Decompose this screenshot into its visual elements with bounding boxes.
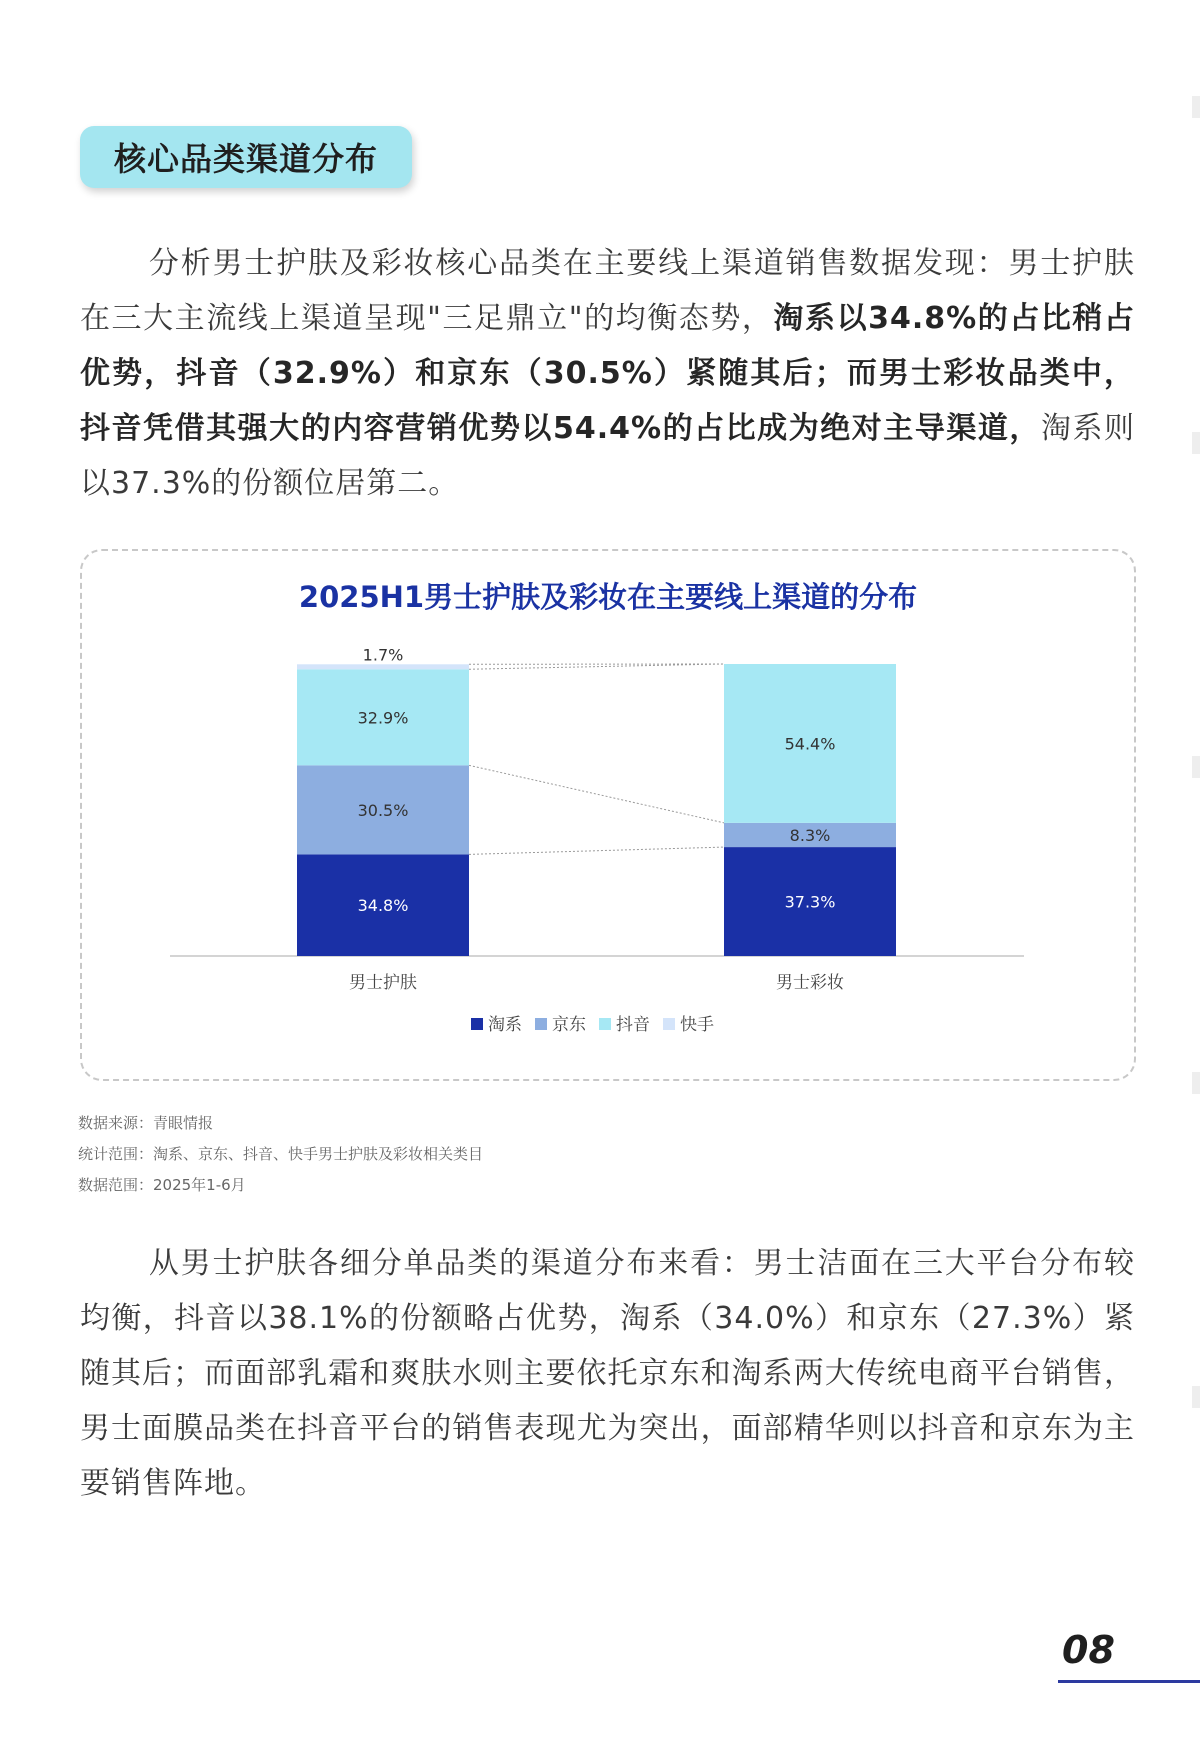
legend-label: 淘系 [488,1015,522,1035]
intro-bold-text: 淘系以34.8%的占比稍占优势，抖音（32.9%）和京东（30.5%）紧随其后；而男士彩妆品类中，抖音凭借其强大的内容营销优势以54.4%的占比成为绝对主导渠道， [80,301,1135,446]
page-number-underline [1058,1680,1200,1683]
edge-mark [1192,1386,1200,1408]
data-label: 37.3% [784,892,836,912]
legend-swatch-京东 [535,1018,547,1030]
analysis-text: 从男士护肤各细分单品类的渠道分布来看：男士洁面在三大平台分布较均衡，抖音以38.1%的份额略占优势，淘系（34.0%）和京东（27.3%）紧随其后；而面部乳霜和爽肤水则主要依托京东和淘系两大传统电商平台销售，男士面膜品类在抖音平台的销售表现尤为突出，面部精华则以抖音和京东为主要销售阵地。 [80,1246,1135,1501]
period-note: 数据范围：2025年1-6月 [78,1176,246,1194]
data-label: 8.3% [789,825,831,845]
edge-mark [1192,96,1200,118]
data-label: 32.9% [357,708,409,728]
data-label: 54.4% [784,734,836,754]
legend-label: 抖音 [616,1015,650,1035]
data-label: 30.5% [357,800,409,820]
connector-line [469,847,724,854]
data-label: 34.8% [357,896,409,916]
analysis-paragraph [80,1236,1135,1511]
connector-line [469,664,724,669]
legend-label: 京东 [552,1015,586,1035]
section-title: 核心品类渠道分布 [80,126,412,188]
edge-mark [1192,432,1200,454]
chart-notes [78,1108,483,1201]
edge-mark [1192,756,1200,778]
intro-text: 分析男士护肤及彩妆核心品类在主要线上渠道销售数据发现：男士护肤在三大主流线上渠道呈现"三足鼎立"的均衡态势， [80,246,1135,336]
intro-text-end: 淘系则以37.3%的份额位居第二。 [80,411,1135,501]
page-number: 08 [1062,1628,1115,1672]
edge-mark [1192,1072,1200,1094]
scope-note: 统计范围：淘系、京东、抖音、快手男士护肤及彩妆相关类目 [78,1145,484,1163]
data-label: 1.7% [362,645,404,665]
category-label: 男士彩妆 [776,973,844,993]
legend-label: 快手 [680,1015,714,1035]
bar-快手-男士护肤 [297,664,469,669]
category-label: 男士护肤 [349,973,417,993]
data-source-note: 数据来源：青眼情报 [78,1114,214,1132]
legend-swatch-快手 [663,1018,675,1030]
legend-swatch-淘系 [471,1018,483,1030]
chart-title: 2025H1男士护肤及彩妆在主要线上渠道的分布 [298,580,918,614]
connector-line [469,765,724,823]
legend-swatch-抖音 [599,1018,611,1030]
